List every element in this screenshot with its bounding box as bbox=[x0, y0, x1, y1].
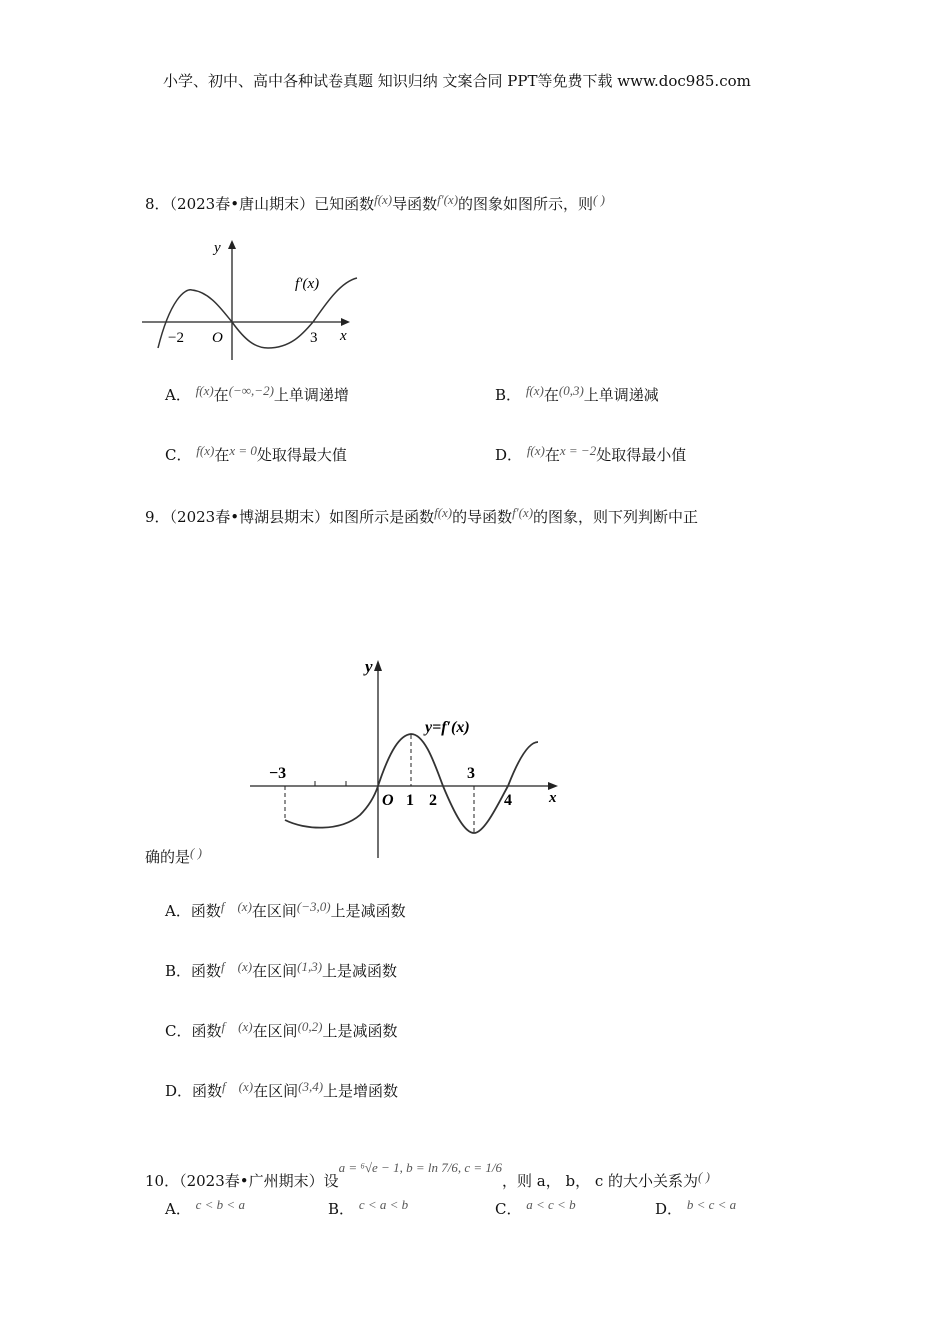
tick-4: 4 bbox=[504, 792, 512, 809]
origin-label: O bbox=[382, 792, 394, 809]
origin-label: O bbox=[212, 330, 223, 346]
q10-option-c[interactable]: C． a < c < b bbox=[495, 1197, 576, 1218]
q10-option-a[interactable]: A． c < b < a bbox=[165, 1197, 245, 1218]
q9-option-c[interactable]: C．函数f (x)在区间(0,2)上是减函数 bbox=[165, 1019, 398, 1040]
question-9-stem-continued: 确的是( ) bbox=[145, 845, 202, 866]
question-9-stem: 9．（2023春•博湖县期末）如图所示是函数f(x)的导函数f′(x)的图象，则下列判断中正 bbox=[145, 505, 699, 526]
tick-2: 2 bbox=[429, 792, 437, 809]
q9-derivative-graph bbox=[245, 650, 560, 865]
q10-option-b[interactable]: B． c < a < b bbox=[328, 1197, 409, 1218]
q9-option-d[interactable]: D．函数f (x)在区间(3,4)上是增函数 bbox=[165, 1079, 399, 1100]
question-10-stem: 10．（2023春•广州期末）设a = ⁶√e − 1, b = ln 7/6, c = 1/6，则 a， b， c 的大小关系为( ) bbox=[145, 1160, 710, 1190]
q8-option-b[interactable]: B． f(x)在(0,3)上单调递减 bbox=[495, 383, 659, 404]
question-8-stem: 8．（2023春•唐山期末）已知函数f(x)导函数f′(x)的图象如图所示，则( ) bbox=[145, 192, 605, 213]
tick-3: 3 bbox=[467, 765, 475, 782]
q10-option-d[interactable]: D． b < c < a bbox=[655, 1197, 737, 1218]
q8-option-c[interactable]: C． f(x)在x = 0处取得最大值 bbox=[165, 443, 347, 464]
q9-option-b[interactable]: B．函数f (x)在区间(1,3)上是减函数 bbox=[165, 959, 398, 980]
y-axis-label: y bbox=[365, 657, 373, 676]
q9-option-a[interactable]: A．函数f (x)在区间(−3,0)上是减函数 bbox=[165, 899, 406, 920]
curve-label: f′(x) bbox=[295, 276, 320, 292]
y-axis-label: y bbox=[214, 240, 221, 256]
tick-1: 1 bbox=[406, 792, 414, 809]
x-axis-label: x bbox=[340, 328, 347, 344]
x-axis-label: x bbox=[549, 790, 557, 806]
curve-label: y=f′(x) bbox=[425, 719, 470, 736]
tick-3: 3 bbox=[310, 330, 318, 346]
q8-derivative-graph bbox=[140, 230, 370, 365]
tick-minus-2: −2 bbox=[168, 330, 184, 346]
q8-option-a[interactable]: A． f(x)在(−∞,−2)上单调递增 bbox=[165, 383, 349, 404]
page-header: 小学、初中、高中各种试卷真题 知识归纳 文案合同 PPT等免费下载 www.doc985.com bbox=[163, 72, 751, 90]
tick-minus-3: −3 bbox=[269, 765, 287, 782]
q8-option-d[interactable]: D． f(x)在x = −2处取得最小值 bbox=[495, 443, 687, 464]
